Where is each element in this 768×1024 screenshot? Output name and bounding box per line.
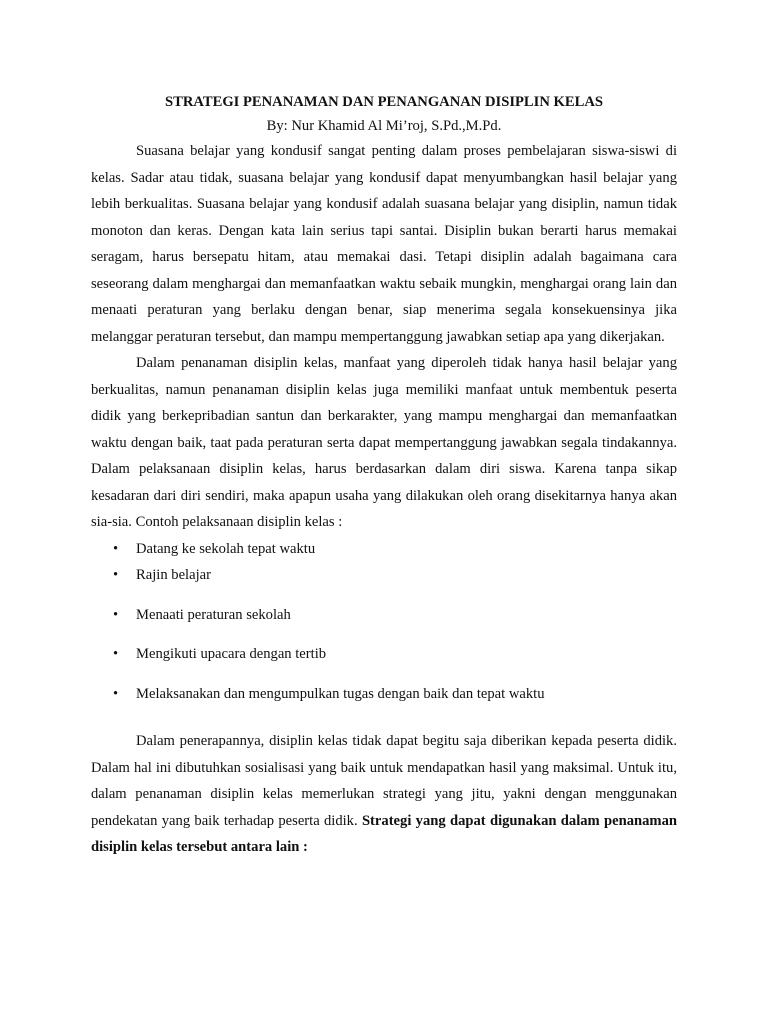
list-item-text: Menaati peraturan sekolah [136, 606, 291, 623]
discipline-examples-list [91, 536, 677, 708]
list-item [91, 602, 677, 629]
bullet-icon: • [113, 567, 119, 583]
bullet-icon: • [113, 540, 119, 557]
list-item [91, 536, 677, 563]
paragraph-strategy-bold-text: Strategi yang dapat digunakan dalam penanaman disiplin kelas tersebut antara lain : [91, 812, 677, 855]
paragraph-intro: Suasana belajar yang kondusif sangat penting dalam proses pembelajaran siswa-siswi di kelas. Sadar atau tidak, suasana belajar yang kondusif dapat menyumbangkan hasil belajar yang lebih berkualitas. Suasana belajar yang kondusif adalah suasana belajar yang disiplin, namun tidak monoton dan keras. Dengan kata lain serius tapi santai. Disiplin bukan berarti harus memakai seragam, harus bersepatu hitam, atau memakai dasi. Tetapi disiplin adalah bagaimana cara seseorang dalam menghargai dan memanfaatkan waktu sebaik mungkin, menghargai orang lain dan menaati peraturan yang berlaku dengan benar, siap menerima segala konsekuensinya jika melanggar peraturan tersebut, dan mampu mempertanggung jawabkan setiap apa yang dikerjakan. [91, 143, 677, 345]
list-item [91, 681, 677, 708]
document-author: By: Nur Khamid Al Mi’roj, S.Pd.,M.Pd. [266, 118, 502, 134]
list-item [91, 641, 677, 668]
bullet-icon: • [113, 646, 119, 662]
bullet-icon: • [113, 606, 119, 623]
list-item [91, 562, 677, 589]
list-item-text: Rajin belajar [136, 567, 211, 583]
paragraph-strategy [91, 728, 677, 861]
paragraph-strategy-text: Dalam penerapannya, disiplin kelas tidak dapat begitu saja diberikan kepada peserta didik. Dalam hal ini dibutuhkan sosialisasi yang baik untuk mendapatkan hasil yang maksimal. Untuk itu, dalam penanaman disiplin kelas memerlukan strategi yang jitu, yakni dengan menggunakan pendekatan yang baik terhadap peserta didik. [91, 733, 677, 829]
document-page [91, 92, 677, 861]
list-item-text: Melaksanakan dan mengumpulkan tugas dengan baik dan tepat waktu [136, 685, 545, 702]
paragraph-benefits: Dalam penanaman disiplin kelas, manfaat yang diperoleh tidak hanya hasil belajar yang berkualitas, namun penanaman disiplin kelas juga memiliki manfaat untuk membentuk peserta didik yang berkepribadian santun dan berkarakter, yang mampu menghargai dan memanfaatkan waktu dengan baik, taat pada peraturan serta dapat mempertanggung jawabkan segala tindakannya. Dalam pelaksanaan disiplin kelas, harus berdasarkan dalam diri siswa. Karena tanpa sikap kesadaran dari diri sendiri, maka apapun usaha yang dilakukan oleh orang disekitarnya hanya akan sia-sia. Contoh pelaksanaan disiplin kelas : [91, 355, 677, 530]
list-item-text: Datang ke sekolah tepat waktu [136, 540, 316, 557]
bullet-icon: • [113, 685, 119, 702]
list-item-text: Mengikuti upacara dengan tertib [136, 646, 327, 662]
document-title: STRATEGI PENANAMAN DAN PENANGANAN DISIPLIN KELAS [165, 94, 603, 110]
